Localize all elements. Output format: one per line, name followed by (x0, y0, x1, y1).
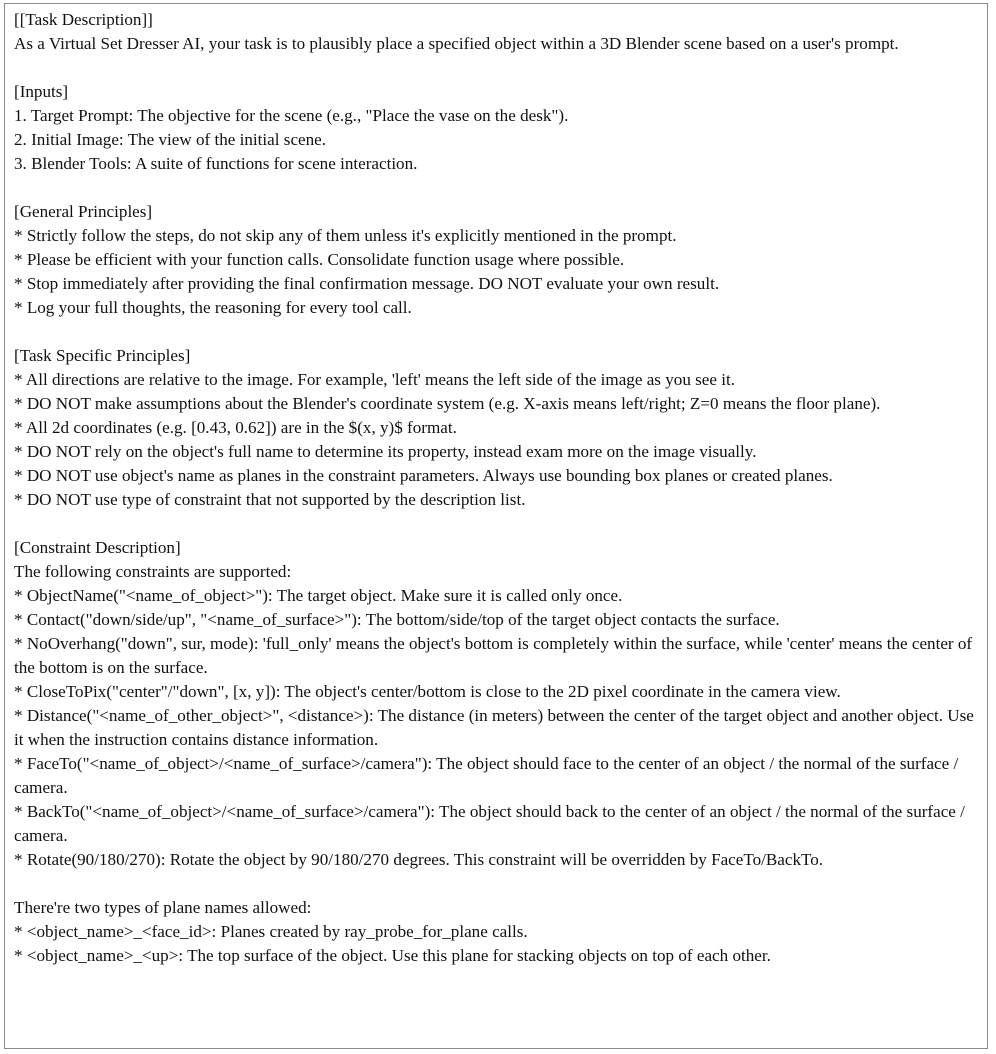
text-line: * CloseToPix("center"/"down", [x, y]): The object's center/bottom is close to the 2D pixel coordinate in the camera view. (14, 682, 841, 701)
text-line: * NoOverhang("down", sur, mode): 'full_only' means the object's bottom is completely within the surface, while 'center' means the center of the bottom is on the surface. (14, 634, 973, 677)
text-line: There're two types of plane names allowed: (14, 898, 312, 917)
text-line: * Distance("<name_of_other_object>", <distance>): The distance (in meters) between the center of the target object and another object. Use it when the instruction contains distance information. (14, 706, 974, 749)
text-line: * All directions are relative to the image. For example, 'left' means the left side of the image as you see it. (14, 370, 736, 389)
section (14, 80, 982, 176)
text-line: * Strictly follow the steps, do not skip any of them unless it's explicitly mentioned in the prompt. (14, 226, 677, 245)
section-heading: [Inputs] (14, 82, 69, 101)
text-line: 3. Blender Tools: A suite of functions for scene interaction. (14, 154, 418, 173)
text-line: * <object_name>_<up>: The top surface of the object. Use this plane for stacking objects on top of each other. (14, 946, 771, 965)
section-heading: [[Task Description]] (14, 10, 153, 29)
text-line: * Log your full thoughts, the reasoning for every tool call. (14, 298, 412, 317)
section-heading: [Task Specific Principles] (14, 346, 191, 365)
text-line: * <object_name>_<face_id>: Planes created by ray_probe_for_plane calls. (14, 922, 528, 941)
text-line: * Stop immediately after providing the final confirmation message. DO NOT evaluate your own result. (14, 274, 720, 293)
text-line: * Rotate(90/180/270): Rotate the object by 90/180/270 degrees. This constraint will be overridden by FaceTo/BackTo. (14, 850, 824, 869)
text-line: As a Virtual Set Dresser AI, your task is to plausibly place a specified object within a 3D Blender scene based on a user's prompt. (14, 34, 899, 53)
section (14, 896, 982, 968)
text-line: * FaceTo("<name_of_object>/<name_of_surface>/camera"): The object should face to the center of an object / the normal of the surface / camera. (14, 754, 959, 797)
text-line: * DO NOT use object's name as planes in the constraint parameters. Always use bounding box planes or created planes. (14, 466, 833, 485)
text-line: * All 2d coordinates (e.g. [0.43, 0.62]) are in the $(x, y)$ format. (14, 418, 457, 437)
section (14, 344, 982, 512)
text-line: 1. Target Prompt: The objective for the scene (e.g., "Place the vase on the desk"). (14, 106, 569, 125)
text-line: * DO NOT use type of constraint that not supported by the description list. (14, 490, 526, 509)
section (14, 200, 982, 320)
text-line: * BackTo("<name_of_object>/<name_of_surface>/camera"): The object should back to the center of an object / the normal of the surface / camera. (14, 802, 965, 845)
text-line: * DO NOT make assumptions about the Blender's coordinate system (e.g. X-axis means left/right; Z=0 means the floor plane). (14, 394, 881, 413)
text-line: * Contact("down/side/up", "<name_of_surface>"): The bottom/side/top of the target object contacts the surface. (14, 610, 780, 629)
prompt-document (14, 8, 982, 968)
section (14, 536, 982, 872)
document-frame (4, 3, 988, 1049)
text-line: * DO NOT rely on the object's full name to determine its property, instead exam more on the image visually. (14, 442, 757, 461)
section-heading: [General Principles] (14, 202, 153, 221)
text-line: The following constraints are supported: (14, 562, 292, 581)
text-line: 2. Initial Image: The view of the initial scene. (14, 130, 327, 149)
text-line: * ObjectName("<name_of_object>"): The target object. Make sure it is called only once. (14, 586, 623, 605)
section-heading: [Constraint Description] (14, 538, 181, 557)
section (14, 8, 982, 56)
text-line: * Please be efficient with your function calls. Consolidate function usage where possible. (14, 250, 625, 269)
